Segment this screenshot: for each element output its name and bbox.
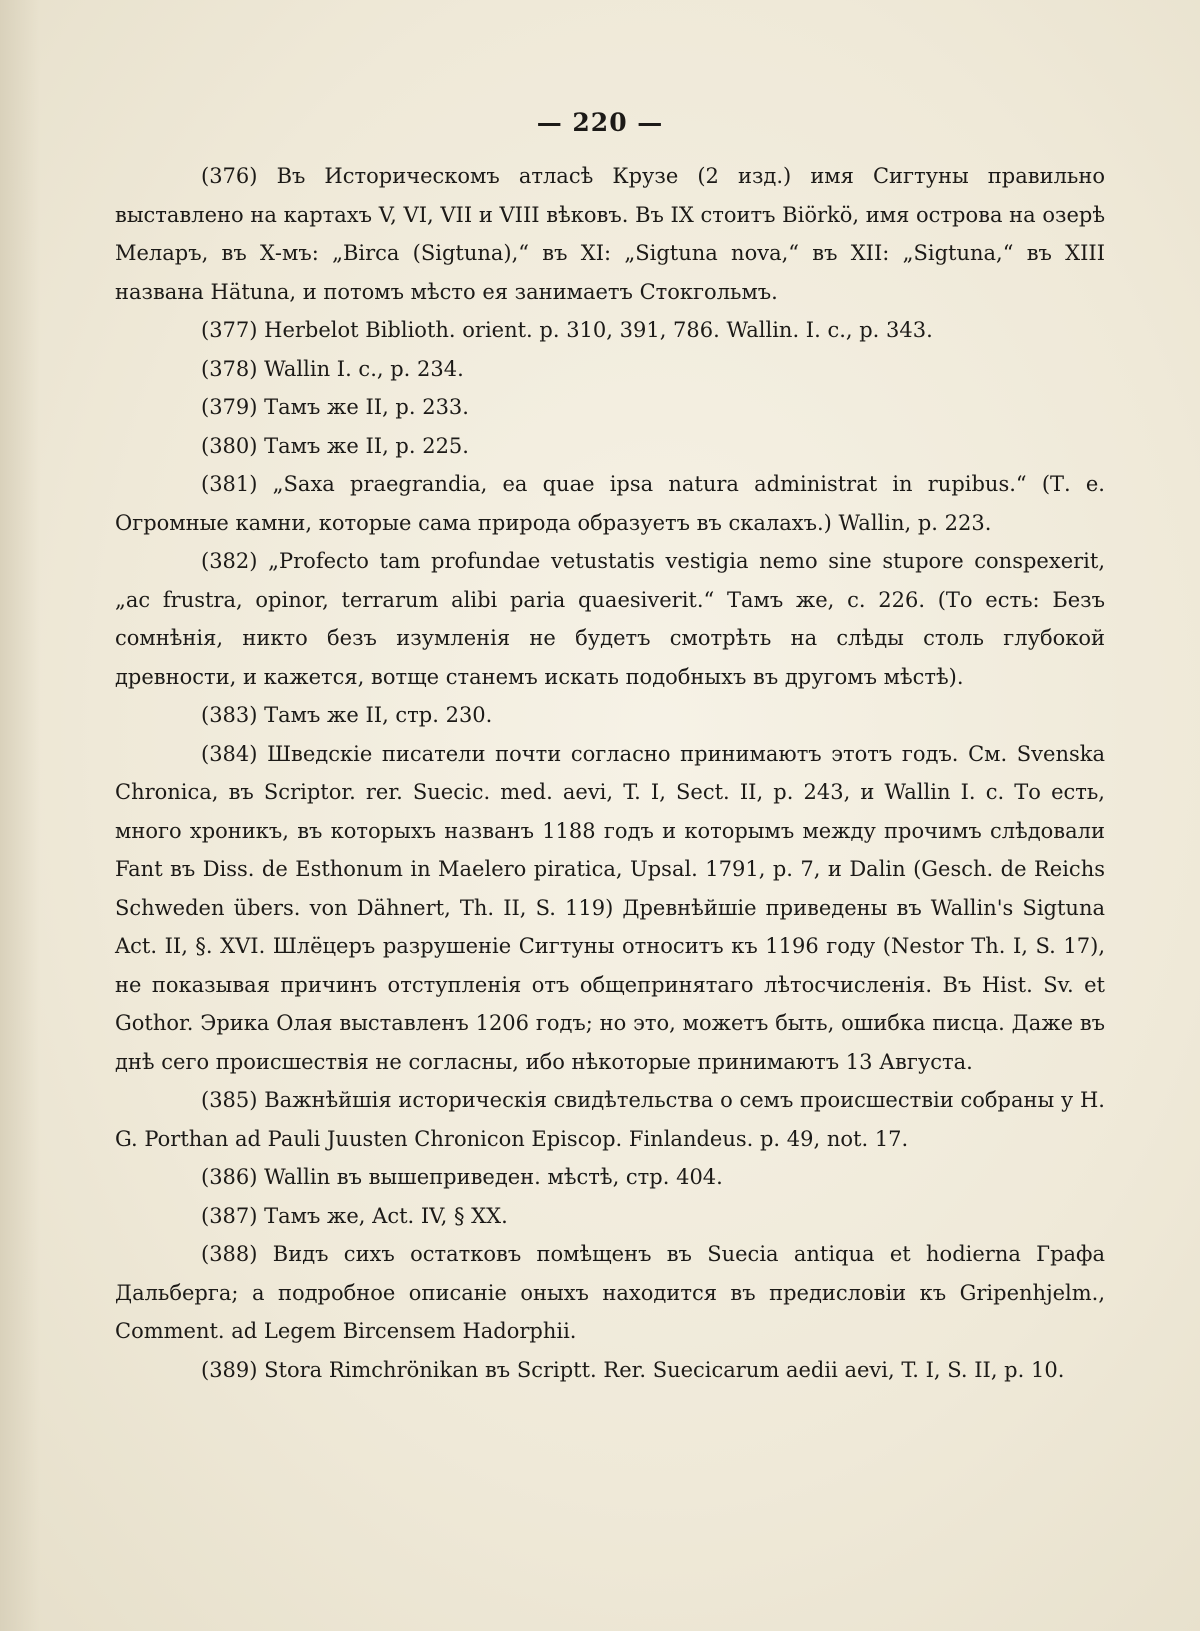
note-number: (385) <box>201 1088 258 1112</box>
note-376 <box>115 157 1105 311</box>
note-382 <box>115 542 1105 696</box>
note-text: „Saxa praegrandia, ea quae ipsa natura administrat in rupibus.“ (Т. е. Огромные камни, которые сама природа образуетъ въ скалахъ.) Wallin, p. 223. <box>115 472 1105 535</box>
note-text: Herbelot Biblioth. orient. p. 310, 391, 786. Wallin. I. c., p. 343. <box>264 318 933 342</box>
note-text: Тамъ же II, p. 233. <box>264 395 469 419</box>
note-text: Шведскіе писатели почти согласно принимаютъ этотъ годъ. См. Svenska Chronica, въ Scriptor. rer. Suecic. med. aevi, T. I, Sect. II, p. 243, и Wallin I. c. То есть, много хроникъ, въ которыхъ названъ 1188 годъ и которымъ между прочимъ слѣдовали Fant въ Diss. de Esthonum in Maelero piratica, Upsal. 1791, p. 7, и Dalin (Gesch. de Reichs Schweden übers. von Dähnert, Th. II, S. 119) Древнѣйшіе приведены въ Wallin's Sigtuna Act. II, §. XVI. Шлёцеръ разрушеніе Сигтуны относитъ къ 1196 году (Nestor Th. I, S. 17), не показывая причинъ отступленія отъ общепринятаго лѣтосчисленія. Въ Hist. Sv. et Gothor. Эрика Олая выставленъ 1206 годъ; но это, можетъ быть, ошибка писца. Даже въ днѣ сего происшествія не согласны, ибо нѣкоторые принимаютъ 13 Августа. <box>115 741 1105 1074</box>
page-number: — 220 — <box>536 108 664 137</box>
note-text: Важнѣйшія историческія свидѣтельства о семъ происшествіи собраны у H. G. Porthan ad Pauli Juusten Chronicon Episcop. Finlandeus. p. 49, not. 17. <box>115 1088 1105 1151</box>
note-text: Тамъ же II, стр. 230. <box>264 703 493 727</box>
note-number: (382) <box>201 549 258 573</box>
note-377 <box>115 311 1105 350</box>
note-number: (387) <box>201 1203 258 1228</box>
note-text: Видъ сихъ остатковъ помѣщенъ въ Suecia antiqua et hodierna Графа Дальберга; а подробное описаніе оныхъ находится въ предисловіи къ Gripenhjelm., Comment. ad Legem Bircensem Hadorphii. <box>115 1242 1105 1343</box>
note-text: Wallin I. c., p. 234. <box>264 356 464 381</box>
note-number: (389) <box>201 1357 258 1382</box>
note-386 <box>115 1158 1105 1197</box>
note-383 <box>115 696 1105 735</box>
note-text: Въ Историческомъ атласѣ Крузе (2 изд.) имя Сигтуны правильно выставлено на картахъ V, VI, VII и VIII вѣковъ. Въ IX стоитъ Biörkö, имя острова на озерѣ Меларъ, въ Х-мъ: „Birca (Sigtuna),“ въ XI: „Sigtuna nova,“ въ XII: „Sigtuna,“ въ XIII названа Hätuna, и потомъ мѣсто ея занимаетъ Стокгольмъ. <box>115 164 1105 304</box>
note-number: (383) <box>201 703 258 727</box>
note-number: (377) <box>201 318 258 342</box>
note-text: Тамъ же II, p. 225. <box>264 433 469 458</box>
note-379 <box>115 388 1105 427</box>
note-378 <box>115 350 1105 389</box>
note-number: (384) <box>201 741 258 766</box>
note-number: (380) <box>201 433 258 458</box>
note-number: (378) <box>201 356 258 381</box>
note-number: (381) <box>201 472 258 496</box>
note-387 <box>115 1197 1105 1236</box>
note-385 <box>115 1081 1105 1158</box>
footnotes-body <box>115 157 1105 1389</box>
note-text: Stora Rimchrönikan въ Scriptt. Rer. Suecicarum aedii aevi, T. I, S. II, p. 10. <box>264 1357 1065 1382</box>
note-number: (376) <box>201 164 258 188</box>
note-text: Wallin въ вышеприведен. мѣстѣ, стр. 404. <box>264 1165 723 1189</box>
note-384 <box>115 735 1105 1082</box>
note-380 <box>115 427 1105 466</box>
note-text: Тамъ же, Act. IV, § XX. <box>264 1203 508 1228</box>
note-text: „Profecto tam profundae vetustatis vestigia nemo sine stupore conspexerit, „ac frustra, opinor, terrarum alibi paria quaesiverit.“ Тамъ же, c. 226. (То есть: Безъ сомнѣнія, никто безъ изумленія не будетъ смотрѣть на слѣды столь глубокой древности, и кажется, вотще станемъ искать подобныхъ въ другомъ мѣстѣ). <box>115 549 1105 689</box>
note-389 <box>115 1351 1105 1390</box>
note-number: (386) <box>201 1165 258 1189</box>
note-number: (388) <box>201 1242 258 1266</box>
note-number: (379) <box>201 395 258 419</box>
page-shadow-edge <box>0 0 40 1631</box>
note-388 <box>115 1235 1105 1351</box>
note-381 <box>115 465 1105 542</box>
